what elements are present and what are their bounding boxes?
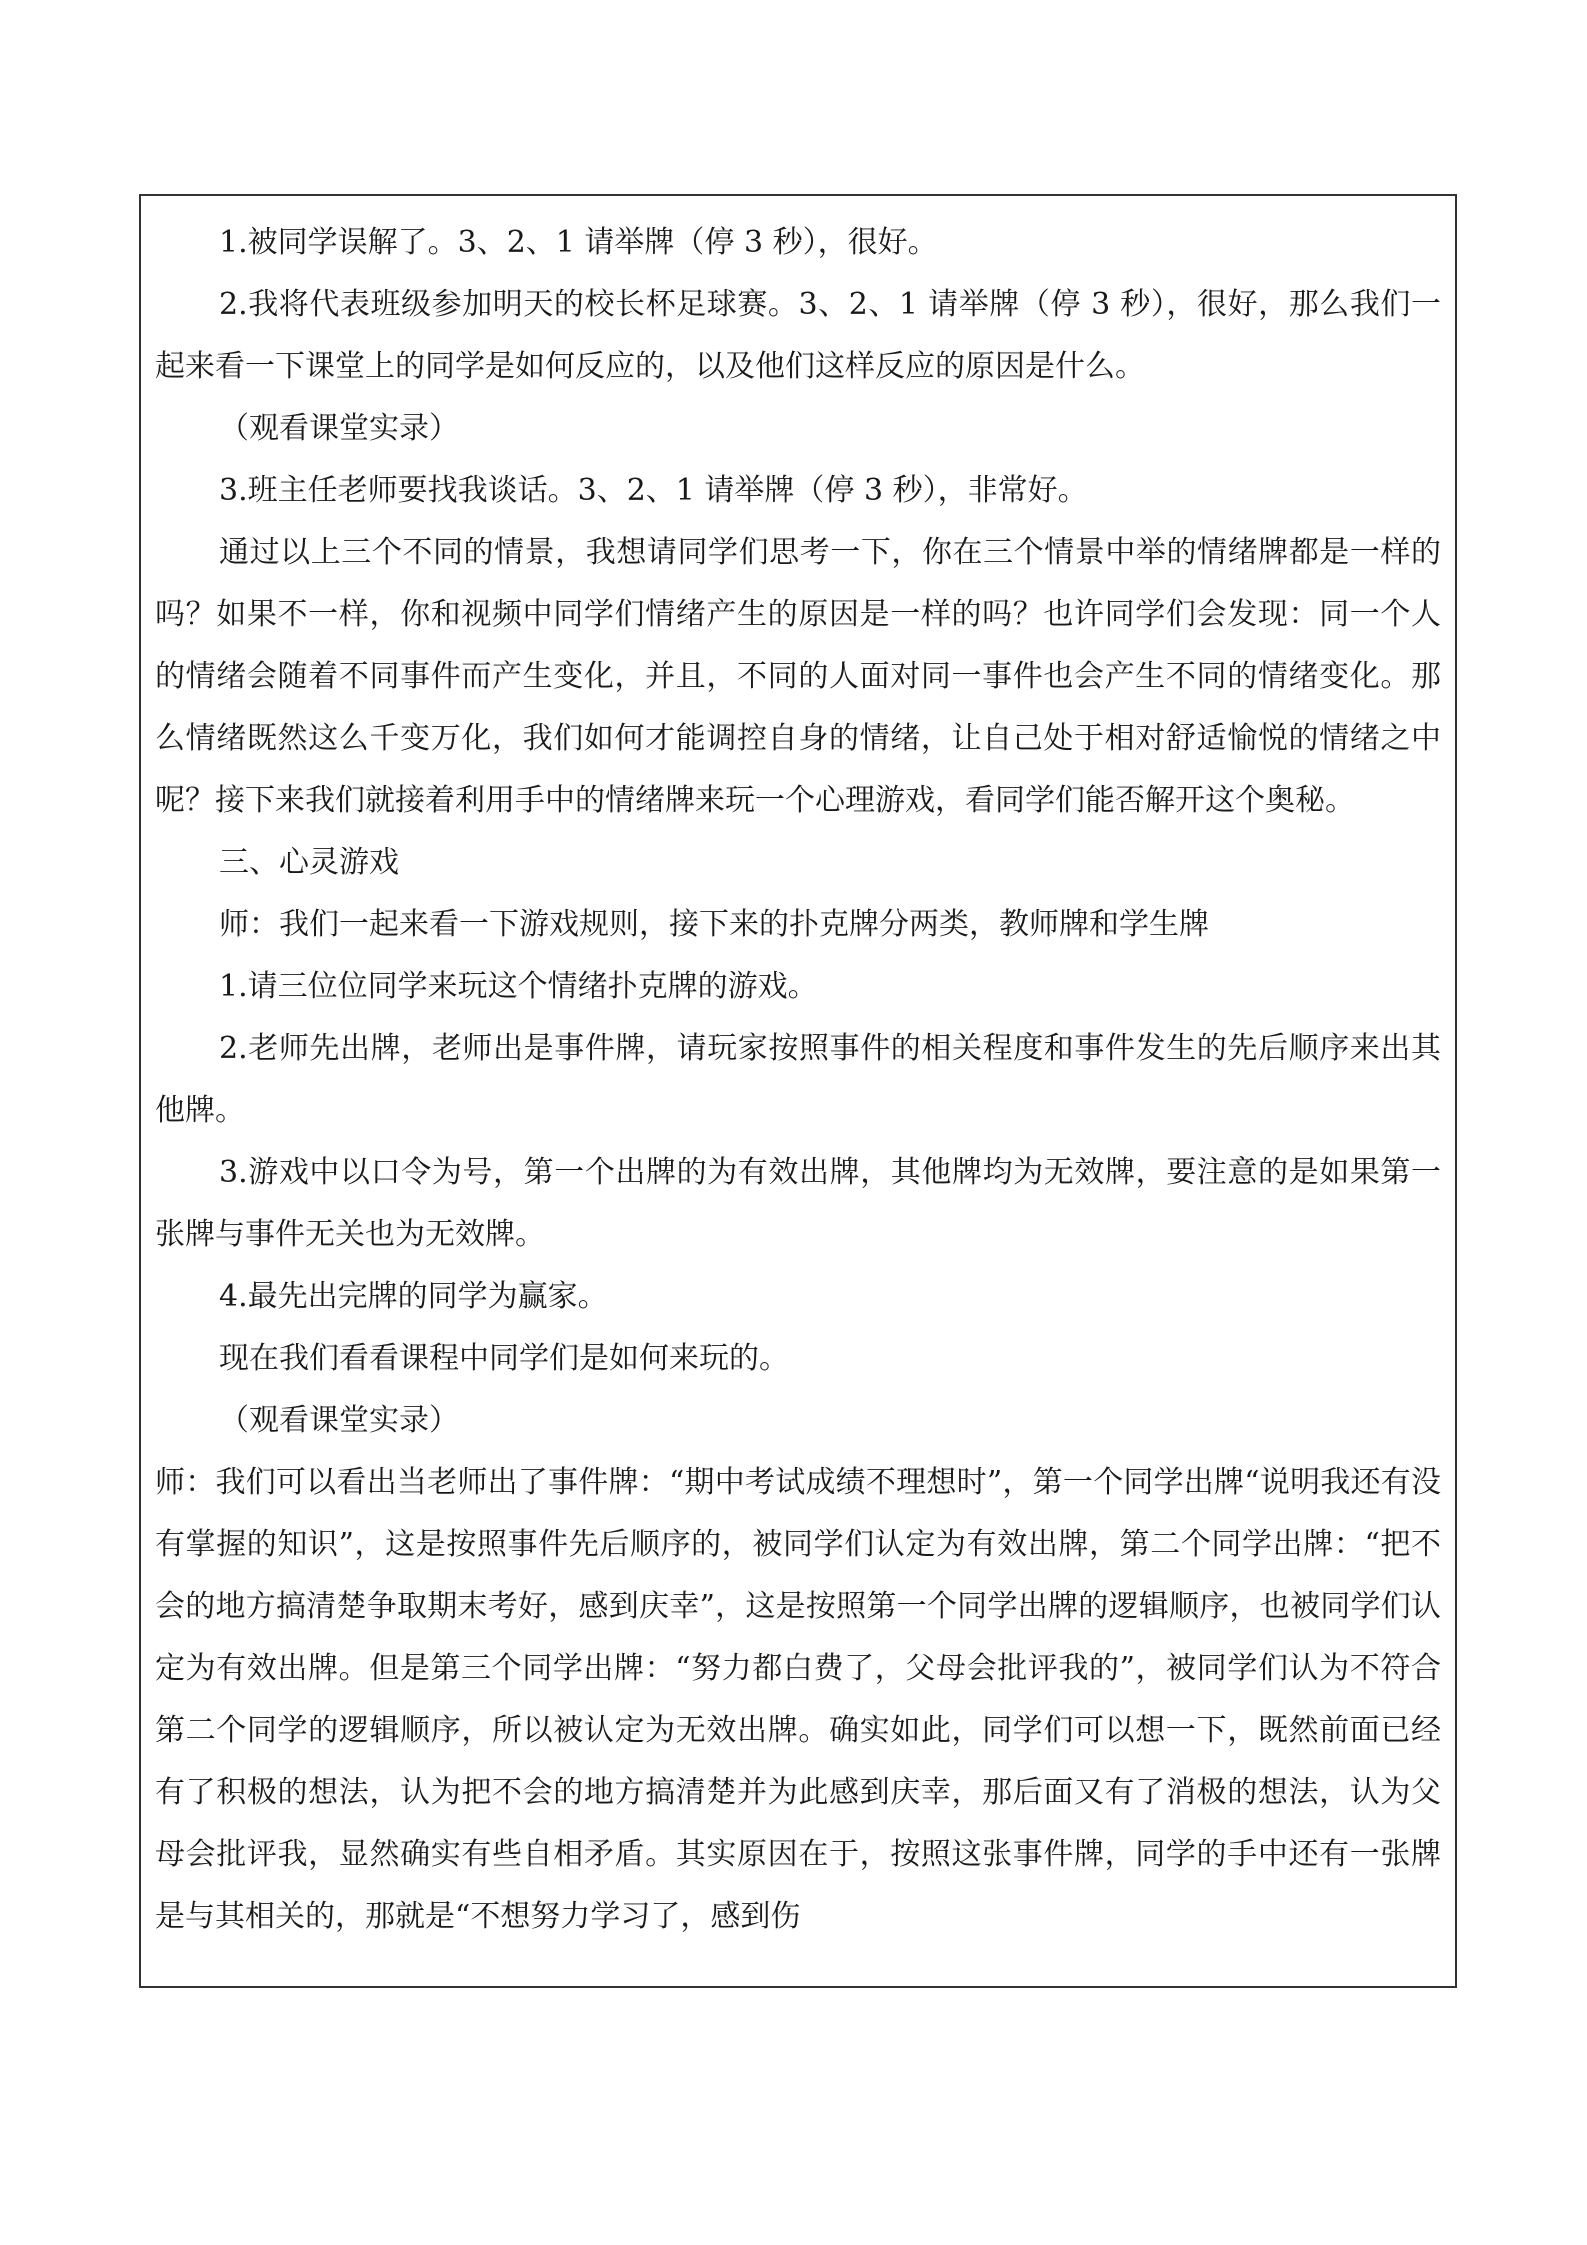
section-heading: 三、心灵游戏 [219, 845, 399, 880]
paragraph-1: 1.被同学误解了。3、2、1 请举牌（停 3 秒），很好。 [219, 225, 938, 260]
paragraph-4: 3.班主任老师要找我谈话。3、2、1 请举牌（停 3 秒），非常好。 [219, 473, 1088, 508]
paragraph-7: 师：我们一起来看一下游戏规则，接下来的扑克牌分两类，教师牌和学生牌 [219, 907, 1209, 942]
paragraph-12: 现在我们看看课程中同学们是如何来玩的。 [219, 1341, 789, 1376]
paragraph-3: （观看课堂实录） [219, 411, 459, 446]
paragraph-2: 2.我将代表班级参加明天的校长杯足球赛。3、2、1 请举牌（停 3 秒），很好，那么我们一起来看一下课堂上的同学是如何反应的，以及他们这样反应的原因是什么。 [155, 287, 1441, 384]
rule-item-1: 1.请三位位同学来玩这个情绪扑克牌的游戏。 [219, 969, 818, 1004]
paragraph-5: 通过以上三个不同的情景，我想请同学们思考一下，你在三个情景中举的情绪牌都是一样的吗？如果不一样，你和视频中同学们情绪产生的原因是一样的吗？也许同学们会发现：同一个人的情绪会随着不同事件而产生变化，并且，不同的人面对同一事件也会产生不同的情绪变化。那么情绪既然这么千变万化，我们如何才能调控自身的情绪，让自己处于相对舒适愉悦的情绪之中呢？接下来我们就接着利用手中的情绪牌来玩一个心理游戏，看同学们能否解开这个奥秘。 [155, 535, 1441, 818]
rule-item-3: 3.游戏中以口令为号，第一个出牌的为有效出牌，其他牌均为无效牌，要注意的是如果第一张牌与事件无关也为无效牌。 [155, 1155, 1441, 1252]
rule-item-4: 4.最先出完牌的同学为赢家。 [219, 1279, 608, 1314]
document-table-cell [139, 194, 1457, 1988]
paragraph-14: 师：我们可以看出当老师出了事件牌：“期中考试成绩不理想时”，第一个同学出牌“说明我还有没有掌握的知识”，这是按照事件先后顺序的，被同学们认定为有效出牌，第二个同学出牌：“把不会的地方搞清楚争取期末考好，感到庆幸”，这是按照第一个同学出牌的逻辑顺序，也被同学们认定为有效出牌。但是第三个同学出牌：“努力都白费了，父母会批评我的”，被同学们认为不符合第二个同学的逻辑顺序，所以被认定为无效出牌。确实如此，同学们可以想一下，既然前面已经有了积极的想法，认为把不会的地方搞清楚并为此感到庆幸，那后面又有了消极的想法，认为父母会批评我，显然确实有些自相矛盾。其实原因在于，按照这张事件牌，同学的手中还有一张牌是与其相关的，那就是“不想努力学习了，感到伤 [155, 1465, 1441, 1934]
paragraph-13: （观看课堂实录） [219, 1403, 459, 1438]
rule-item-2: 2.老师先出牌，老师出是事件牌，请玩家按照事件的相关程度和事件发生的先后顺序来出其他牌。 [155, 1031, 1441, 1128]
